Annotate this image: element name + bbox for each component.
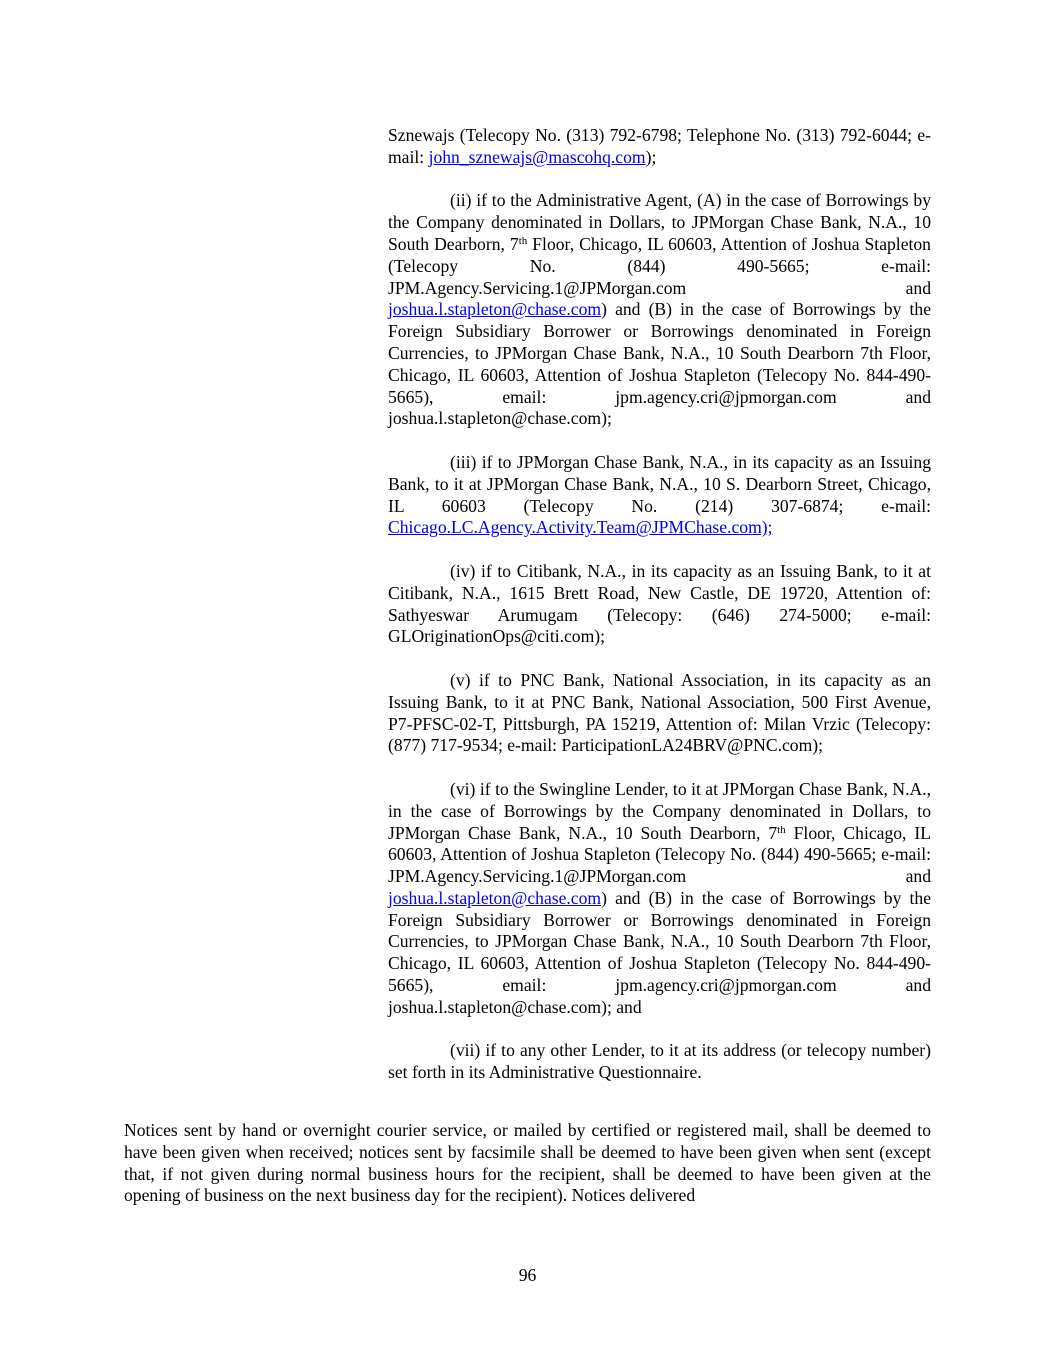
email-link-sznewajs[interactable]: john_sznewajs@mascohq.com — [428, 146, 646, 167]
email-link-stapleton[interactable]: joshua.l.stapleton@chase.com — [388, 887, 602, 908]
paragraph-text: (v) if to PNC Bank, National Association, in its capacity as an Issuing Bank, to it at PNC Bank, National Association, 500 First Avenue, P7-PFSC-02-T, Pittsburgh, PA 15219, Attention of: Milan Vrzic (Telecopy: (877) 717-9534; e-mail: ParticipationLA24BRV@PNC.com); — [388, 669, 931, 756]
paragraph-text: Floor, Chicago, IL 60603, Attention of Joshua Stapleton (Telecopy No. (844) 490-5665; e-mail: JPM.Agency.Servicing.1@JPMorgan.com and — [388, 822, 932, 887]
page-number: 96 — [518, 1265, 537, 1285]
superscript-th: th — [518, 234, 528, 247]
paragraph-text: (vii) if to any other Lender, to it at its address (or telecopy number) set forth in its Administrative Questionnaire. — [388, 1040, 931, 1083]
email-link-lc-agency[interactable]: Chicago.LC.Agency.Activity.Team@JPMChase.com); — [388, 517, 773, 538]
address-paragraph-administrative-agent — [388, 190, 931, 430]
paragraph-text: Floor, Chicago, IL 60603, Attention of Joshua Stapleton (Telecopy No. (844) 490-5665; e-mail: JPM.Agency.Servicing.1@JPMorgan.com and — [388, 233, 931, 298]
paragraph-text: (iv) if to Citibank, N.A., in its capacity as an Issuing Bank, to it at Citibank, N.A., 1615 Brett Road, New Castle, DE 19720, Attention of: Sathyeswar Arumugam (Telecopy: (646) 274-5000; e-mail: GLOriginationOps@citi.com); — [388, 560, 931, 647]
notices-delivery-paragraph: Notices sent by hand or overnight courier service, or mailed by certified or registered mail, shall be deemed to have been given when received; notices sent by facsimile shall be deemed to have been given when sent (except that, if not given during normal business hours for the recipient, shall be deemed to have been given at the opening of business on the next business day for the recipient). Notices delivered — [124, 1120, 931, 1206]
notice-addresses-block — [388, 125, 931, 1106]
address-paragraph-jpmorgan-issuing-bank — [388, 452, 931, 539]
paragraph-text: ) and (B) in the case of Borrowings by the Foreign Subsidiary Borrower or Borrowings denominated in Foreign Currencies, to JPMorgan Chase Bank, N.A., 10 South Dearborn 7th Floor, Chicago, IL 60603, Attention of Joshua Stapleton (Telecopy No. 844-490-5665), email: jpm.agency.cri@jpmorgan.com and joshua.l.stapleton@chase.com); and — [388, 887, 931, 1017]
paragraph-text: Sznewajs (Telecopy No. (313) 792-6798; Telephone No. (313) 792-6044; e-mail: — [388, 125, 931, 167]
superscript-th: th — [777, 823, 786, 836]
paragraph-text: (ii) if to the Administrative Agent, (A) in the case of Borrowings by the Company denominated in Dollars, to JPMorgan Chase Bank, N.A., 10 South Dearborn, 7 — [388, 190, 931, 254]
paragraph-text: ) and (B) in the case of Borrowings by the Foreign Subsidiary Borrower or Borrowings denominated in Foreign Currencies, to JPMorgan Chase Bank, N.A., 10 South Dearborn 7th Floor, Chicago, IL 60603, Attention of Joshua Stapleton (Telecopy No. 844-490-5665), email: jpm.agency.cri@jpmorgan.com and joshua.l.stapleton@chase.com); — [388, 299, 931, 429]
address-paragraph-other-lender — [388, 1040, 931, 1084]
address-paragraph-pnc — [388, 670, 931, 757]
paragraph-text: (vi) if to the Swingline Lender, to it at JPMorgan Chase Bank, N.A., in the case of Borrowings by the Company denominated in Dollars, to JPMorgan Chase Bank, N.A., 10 South Dearborn, 7 — [388, 778, 931, 843]
paragraph-text: (iii) if to JPMorgan Chase Bank, N.A., in its capacity as an Issuing Bank, to it at JPMorgan Chase Bank, N.A., 10 S. Dearborn Street, Chicago, IL 60603 (Telecopy No. (214) 307-6874; e-mail: — [388, 451, 931, 516]
address-paragraph-swingline-lender — [388, 779, 931, 1019]
email-link-stapleton[interactable]: joshua.l.stapleton@chase.com — [388, 299, 602, 320]
paragraph-text: ); — [645, 146, 657, 167]
address-paragraph-masco-continued — [388, 125, 931, 169]
address-paragraph-citibank — [388, 561, 931, 648]
